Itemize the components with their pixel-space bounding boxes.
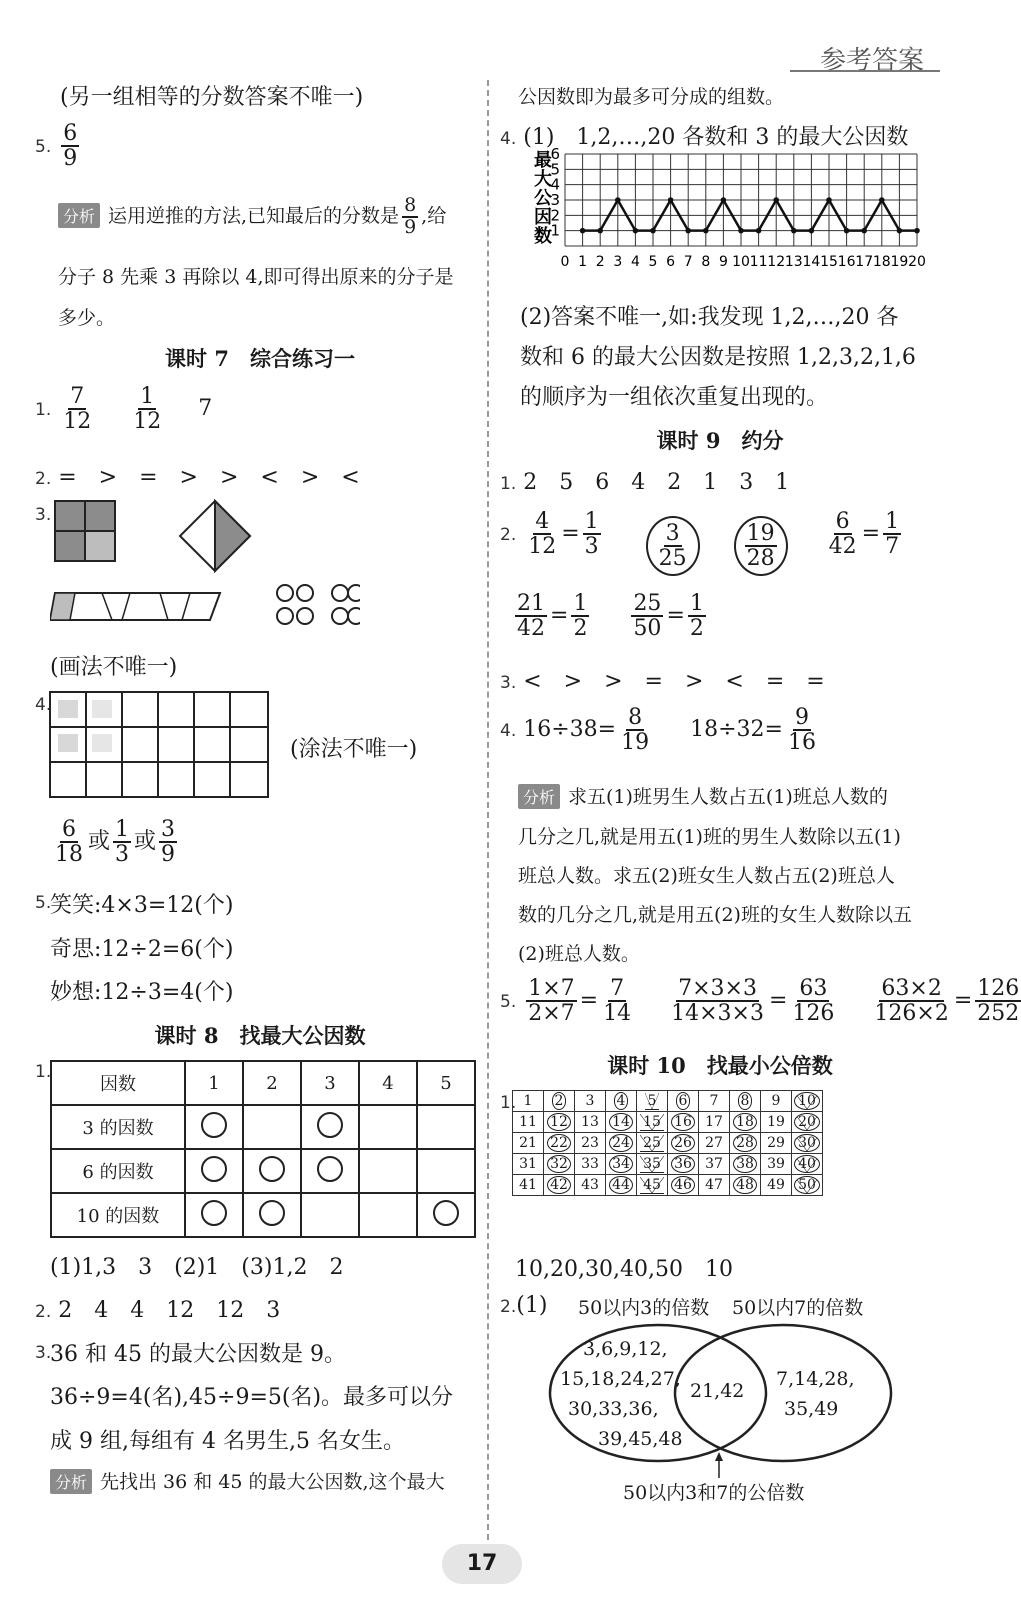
grid-cell — [730, 1133, 761, 1154]
circled-number: 8 — [738, 1092, 753, 1110]
l9-q5: 5. $\frac{1\times 7}{2\times 7}$ = $\frac{7}{14}$ $\frac{7\times 3\times 3}{14\times 3\times 3}$ = $\frac{63}{126}$ $\frac{63\times 2}{126\times 2}$ = $\frac{126}{252}$ — [500, 976, 1020, 1027]
grid-number: 39 — [767, 1156, 785, 1172]
circled-number: 42 — [547, 1176, 571, 1194]
grid-cell — [544, 1112, 575, 1133]
fraction: $\frac{4}{12}$ — [528, 509, 557, 560]
grid-cell — [637, 1154, 668, 1175]
data-point — [650, 228, 656, 234]
venn-bottom-label: 50以内3和7的公倍数 — [623, 1482, 805, 1504]
l7-q5-line1: 笑笑:4×3=12(个) — [50, 893, 234, 918]
grid-number: 3 — [585, 1093, 595, 1109]
grid-cell — [761, 1112, 792, 1133]
fraction: $\frac{126}{252}$ — [977, 976, 1020, 1027]
l9-q1: 1. 2 5 6 4 2 1 3 1 — [500, 470, 790, 495]
fraction: $\frac{19}{28}$ — [746, 521, 775, 572]
circle-mark — [317, 1112, 343, 1138]
grid-cell — [792, 1175, 823, 1196]
grid-cell — [792, 1091, 823, 1112]
fraction: $\frac{6}{18}$ — [55, 817, 83, 868]
y-axis-label-char: 公 — [534, 188, 552, 209]
analysis-block-2-line5: (2)班总人数。 — [518, 943, 640, 965]
l8-q3-line3: 成 9 组,每组有 4 名男生,5 名女生。 — [50, 1429, 405, 1454]
fraction: $\frac{25}{50}$ — [633, 591, 662, 642]
y-tick-label: 1 — [550, 221, 560, 240]
l7-q2: 2. = > = > > < > < — [35, 465, 360, 490]
circled-number: 44 — [609, 1176, 633, 1194]
analysis-badge: 分析 — [50, 1469, 92, 1494]
circle-mark — [317, 1156, 343, 1182]
circled-number: 26 — [671, 1134, 695, 1152]
circled-number: 4 — [614, 1092, 629, 1110]
grid-number: 17 — [705, 1114, 723, 1130]
grid-cell — [699, 1175, 730, 1196]
circled-number: 22 — [547, 1134, 571, 1152]
l9-q4: 4. 16÷38= $\frac{8}{19}$ 18÷32= $\frac{9}{16}$ — [500, 705, 816, 756]
grid-row — [513, 1175, 823, 1196]
grid-cell — [544, 1175, 575, 1196]
column-divider — [487, 80, 489, 1540]
grid-cell — [730, 1154, 761, 1175]
l7-q3-note: (画法不唯一) — [50, 655, 178, 680]
grid-cell — [761, 1154, 792, 1175]
fraction: $\frac{63\times 2}{126\times 2}$ — [874, 976, 949, 1027]
triangle-marked-number: 10 — [794, 1092, 820, 1110]
circle-mark — [259, 1200, 285, 1226]
l8-q3-line2: 36÷9=4(名),45÷9=5(名)。最多可以分 — [50, 1385, 454, 1410]
triangle-marked-number: 35 — [640, 1156, 664, 1173]
table-row: 6 的因数 — [51, 1149, 475, 1193]
venn-pointer-arrow — [715, 1452, 723, 1461]
venn-left-line2: 15,18,24,27, — [560, 1368, 681, 1390]
analysis-badge: 分析 — [518, 784, 560, 809]
triangle-marked-number: 30 — [794, 1134, 820, 1152]
data-point — [844, 228, 850, 234]
data-point — [809, 228, 815, 234]
grid-cell — [575, 1091, 606, 1112]
x-tick-label: 16 — [837, 254, 856, 270]
circled-number: 34 — [609, 1155, 633, 1173]
analysis-block-2-line2: 几分之几,就是用五(1)班的男生人数除以五(1) — [518, 826, 901, 848]
grid-cell — [544, 1133, 575, 1154]
grid-cell — [699, 1154, 730, 1175]
grid-row — [513, 1091, 823, 1112]
circled-number: 2 — [552, 1092, 567, 1110]
grid-number: 7 — [709, 1093, 719, 1109]
x-tick-label: 7 — [683, 254, 693, 270]
header-rule — [790, 70, 940, 72]
q4-part2-line1: (2)答案不唯一,如:我发现 1,2,…,20 各 — [520, 305, 899, 330]
lesson-10-title: 课时 10 找最小公倍数 — [607, 1053, 833, 1078]
y-axis-label-char: 因 — [534, 207, 552, 228]
triangle-marked-number: 50 — [794, 1176, 820, 1194]
grid-cell — [730, 1091, 761, 1112]
venn-left-line4: 39,45,48 — [598, 1428, 683, 1450]
q4-part1: 4. (1) 1,2,…,20 各数和 3 的最大公因数 — [500, 125, 909, 150]
grid-cell — [668, 1175, 699, 1196]
l7-q5-number: 5. — [35, 893, 52, 913]
grid-row — [513, 1154, 823, 1175]
circled-number: 14 — [609, 1113, 633, 1131]
x-tick-label: 8 — [701, 254, 711, 270]
venn-right-line2: 35,49 — [784, 1398, 839, 1420]
q4-part2-line3: 的顺序为一组依次重复出现的。 — [520, 385, 829, 410]
grid-cell — [792, 1112, 823, 1133]
square-shaded — [55, 501, 115, 561]
triangle-marked-number: 15 — [640, 1114, 664, 1131]
grid-number: 37 — [705, 1156, 723, 1172]
x-tick-label: 3 — [613, 254, 623, 270]
fraction: $\frac{9}{16}$ — [787, 705, 816, 756]
grid-number: 41 — [519, 1177, 537, 1193]
grid-cell — [792, 1133, 823, 1154]
data-point — [721, 197, 727, 203]
circled-fraction — [646, 516, 700, 576]
analysis-continuation: 公因数即为最多可分成的组数。 — [518, 86, 785, 108]
lesson-7-title: 课时 7 综合练习一 — [165, 346, 355, 371]
grid-cell — [668, 1133, 699, 1154]
y-tick-label: 4 — [550, 175, 560, 194]
data-point — [685, 228, 691, 234]
l9-q2-row1: 2. $\frac{4}{12}$ = $\frac{1}{3}$ $\frac{3}{25}$ $\frac{19}{28}$ $\frac{6}{42}$ = $\frac{1}{7}$ — [500, 510, 904, 576]
data-point — [597, 228, 603, 234]
circle-mark — [259, 1156, 285, 1182]
grid-number: 33 — [581, 1156, 599, 1172]
grid-cell — [761, 1091, 792, 1112]
x-tick-label: 4 — [630, 254, 640, 270]
grid-number: 9 — [771, 1093, 781, 1109]
venn-center: 21,42 — [690, 1380, 745, 1402]
y-tick-label: 2 — [550, 206, 560, 225]
grid-cell — [606, 1091, 637, 1112]
data-point — [773, 197, 779, 203]
grid-cell — [699, 1091, 730, 1112]
gcd-line-chart — [505, 148, 935, 290]
triangle-marked-number: 5 — [645, 1093, 660, 1110]
grid-cell — [668, 1112, 699, 1133]
x-tick-label: 2 — [595, 254, 605, 270]
l7-q5-line3: 妙想:12÷3=4(个) — [50, 980, 234, 1005]
circle-mark — [201, 1156, 227, 1182]
analysis-block-2-line3: 班总人数。求五(2)班女生人数占五(2)班总人 — [518, 865, 895, 887]
page-number: 17 — [442, 1544, 522, 1584]
grid-number: 27 — [705, 1135, 723, 1151]
fraction: $\frac{1}{2}$ — [689, 591, 704, 642]
fraction: $\frac{3}{25}$ — [658, 521, 687, 572]
circle-mark — [201, 1112, 227, 1138]
circled-number: 6 — [676, 1092, 691, 1110]
x-tick-label: 18 — [872, 254, 891, 270]
grid-cell — [544, 1091, 575, 1112]
l7-q3-shapes — [50, 498, 360, 638]
fraction: $\frac{6}{42}$ — [828, 509, 857, 560]
grid-cell — [637, 1175, 668, 1196]
parallelogram-strip — [50, 593, 220, 620]
l8-q1-number: 1. — [35, 1062, 52, 1082]
grid-number: 19 — [767, 1114, 785, 1130]
circled-number: 36 — [671, 1155, 695, 1173]
grid-cell — [761, 1175, 792, 1196]
fraction: $\frac{1}{12}$ — [133, 384, 162, 435]
fraction: $\frac{3}{9}$ — [161, 817, 176, 868]
analysis-1-line3: 多少。 — [58, 307, 116, 329]
circled-number: 28 — [733, 1134, 757, 1152]
x-tick-label: 20 — [908, 254, 926, 270]
grid-cell — [575, 1112, 606, 1133]
data-point — [861, 228, 867, 234]
fraction: $\frac{63}{126}$ — [792, 976, 835, 1027]
grid-cell — [637, 1133, 668, 1154]
fraction: $\frac{8}{19}$ — [621, 705, 650, 756]
data-point — [826, 197, 832, 203]
grid-cell — [668, 1154, 699, 1175]
y-axis-label-char: 最 — [534, 150, 552, 171]
grid-cell — [513, 1175, 544, 1196]
table-row: 3 的因数 — [51, 1105, 475, 1149]
x-tick-label: 10 — [732, 254, 750, 270]
l8-q3-line1: 36 和 45 的最大公因数是 9。 — [50, 1342, 346, 1367]
analysis-block-2-line1: 分析 求五(1)班男生人数占五(1)班总人数的 — [518, 782, 888, 809]
grid-row — [513, 1133, 823, 1154]
l8-q3-number: 3. — [35, 1343, 52, 1363]
circled-fraction — [734, 516, 788, 576]
data-point — [791, 228, 797, 234]
fraction: $\frac{21}{42}$ — [517, 591, 545, 642]
data-point — [615, 197, 621, 203]
triangle-marked-number: 40 — [794, 1155, 820, 1173]
data-point — [897, 228, 903, 234]
grid-cell — [606, 1112, 637, 1133]
l10-q1-number: 1. — [500, 1093, 517, 1113]
grid-number: 1 — [523, 1093, 533, 1109]
x-tick-label: 17 — [855, 254, 874, 270]
y-axis-label-char: 数 — [534, 226, 552, 247]
x-tick-label: 6 — [666, 254, 676, 270]
fraction: $\frac{7\times 3\times 3}{14\times 3\times 3}$ — [671, 976, 764, 1027]
grid-cell — [575, 1133, 606, 1154]
l10-q1-answer: 10,20,30,40,50 10 — [515, 1257, 733, 1282]
venn-left-label: 50以内3的倍数 — [578, 1297, 710, 1319]
grid-cell — [513, 1112, 544, 1133]
grid-cell — [637, 1091, 668, 1112]
analysis-block-2-line4: 数的几分之几,就是用五(2)班的女生人数除以五 — [518, 904, 912, 926]
lesson-8-title: 课时 8 找最大公因数 — [154, 1023, 366, 1048]
grid-number: 31 — [519, 1156, 537, 1172]
grid-cell — [575, 1175, 606, 1196]
fraction: $\frac{7}{14}$ — [603, 976, 632, 1027]
grid-cell — [606, 1154, 637, 1175]
grid-number: 29 — [767, 1135, 785, 1151]
x-tick-label: 13 — [784, 254, 803, 270]
y-tick-label: 6 — [550, 148, 560, 163]
circled-number: 38 — [733, 1155, 757, 1173]
fraction: $\frac{1\times 7}{2\times 7}$ — [528, 976, 575, 1027]
fraction: $\frac{1}{2}$ — [573, 591, 588, 642]
question-number: 5. — [35, 137, 52, 158]
grid-cell — [606, 1175, 637, 1196]
l7-q4-number: 4. — [35, 695, 52, 715]
triangle-marked-number: 45 — [640, 1177, 664, 1194]
grid-cell — [513, 1091, 544, 1112]
grid-number: 43 — [581, 1177, 599, 1193]
grid-cell — [699, 1133, 730, 1154]
x-tick-label: 0 — [560, 254, 570, 270]
venn-left-line3: 30,33,36, — [568, 1398, 659, 1420]
venn-right-label: 50以内7的倍数 — [732, 1297, 864, 1319]
analysis-1-line2: 分子 8 先乘 3 再除以 4,即可得出原来的分子是 — [58, 266, 454, 288]
grid-number: 49 — [767, 1177, 785, 1193]
circled-number: 18 — [733, 1113, 757, 1131]
data-point — [703, 228, 709, 234]
data-point — [633, 228, 639, 234]
circle-mark — [433, 1200, 459, 1226]
x-tick-label: 11 — [749, 254, 768, 270]
x-tick-label: 14 — [802, 254, 821, 270]
y-axis-label-char: 大 — [534, 169, 552, 190]
grid-cell — [513, 1133, 544, 1154]
table-header-row: 因数 1 2 3 4 5 — [51, 1061, 475, 1105]
factor-table — [50, 1060, 476, 1238]
l7-q1: 1. $\frac{7}{12}$ $\frac{1}{12}$ 7 — [35, 384, 213, 435]
l7-q4-grid — [48, 690, 273, 802]
grid-cell — [730, 1112, 761, 1133]
l8-q2: 2. 2 4 4 12 12 3 — [35, 1298, 281, 1323]
data-point — [580, 228, 586, 234]
venn-right-line1: 7,14,28, — [776, 1368, 855, 1390]
circle-mark — [201, 1200, 227, 1226]
l7-q4-fractions: $\frac{6}{18}$ 或 $\frac{1}{3}$ 或 $\frac{3}{9}$ — [55, 817, 176, 868]
circle-groups — [277, 585, 360, 624]
circled-number: 16 — [671, 1113, 695, 1131]
fraction: $\frac{1}{7}$ — [885, 509, 900, 560]
data-point — [756, 228, 762, 234]
triangle-marked-number: 20 — [794, 1113, 820, 1131]
x-tick-label: 12 — [767, 254, 786, 270]
venn-left-line1: 3,6,9,12, — [583, 1338, 668, 1360]
circled-number: 48 — [733, 1176, 757, 1194]
l8-q1-answer: (1)1,3 3 (2)1 (3)1,2 2 — [50, 1255, 344, 1280]
circled-number: 12 — [547, 1113, 571, 1131]
fraction: $\frac{6}{9}$ — [63, 121, 78, 172]
analysis-block-3: 分析 先找出 36 和 45 的最大公因数,这个最大 — [50, 1467, 445, 1494]
grid-cell — [761, 1133, 792, 1154]
lesson-9-title: 课时 9 约分 — [656, 428, 784, 453]
l10-q2-head: 2.(1) — [500, 1293, 548, 1318]
data-point — [668, 197, 674, 203]
header-title: 参考答案 — [820, 46, 925, 76]
grid-cell — [699, 1112, 730, 1133]
grid-number: 23 — [581, 1135, 599, 1151]
x-tick-label: 9 — [718, 254, 728, 270]
grid-cell — [792, 1154, 823, 1175]
grid-cell — [575, 1154, 606, 1175]
y-tick-label: 5 — [550, 160, 560, 179]
fraction: $\frac{8}{9}$ — [404, 194, 417, 238]
table-row: 10 的因数 — [51, 1193, 475, 1237]
x-tick-label: 15 — [820, 254, 838, 270]
grid-number: 47 — [705, 1177, 723, 1193]
triangle-marked-number: 25 — [640, 1135, 664, 1152]
grid-cell — [544, 1154, 575, 1175]
x-tick-label: 1 — [578, 254, 588, 270]
grid-cell — [637, 1112, 668, 1133]
data-point — [879, 197, 885, 203]
grid-cell — [668, 1091, 699, 1112]
l7-q3-number: 3. — [35, 505, 52, 525]
grid-cell — [730, 1175, 761, 1196]
x-tick-label: 19 — [890, 254, 909, 270]
l7-q4-note: (涂法不唯一) — [290, 737, 418, 762]
y-tick-label: 3 — [550, 191, 560, 209]
analysis-badge: 分析 — [58, 203, 100, 228]
data-point — [738, 228, 744, 234]
grid-row — [513, 1112, 823, 1133]
circled-number: 24 — [609, 1134, 633, 1152]
hundred-grid — [512, 1090, 823, 1196]
analysis-block-1: 分析 运用逆推的方法,已知最后的分数是 $\frac{8}{9}$ ,给 — [58, 196, 446, 238]
q5-answer — [35, 122, 82, 170]
circled-number: 46 — [671, 1176, 695, 1194]
fraction: $\frac{1}{3}$ — [584, 509, 599, 560]
fraction: $\frac{7}{12}$ — [63, 384, 92, 435]
grid-number: 21 — [519, 1135, 537, 1151]
l9-q3: 3. < > > = > < = = — [500, 669, 825, 694]
l9-q2-row2: $\frac{21}{42}$ = $\frac{1}{2}$ $\frac{25}{50}$ = $\frac{1}{2}$ — [517, 591, 704, 642]
fraction: $\frac{1}{3}$ — [115, 817, 130, 868]
l7-q5-line2: 奇思:12÷2=6(个) — [50, 937, 234, 962]
grid-number: 13 — [581, 1114, 599, 1130]
grid-number: 11 — [519, 1114, 537, 1130]
q4-part2-line2: 数和 6 的最大公因数是按照 1,2,3,2,1,6 — [520, 345, 916, 370]
diamond-half-shaded — [180, 501, 250, 571]
grid-cell — [513, 1154, 544, 1175]
circled-number: 32 — [547, 1155, 571, 1173]
x-tick-label: 5 — [648, 254, 658, 270]
note-answer-not-unique: (另一组相等的分数答案不唯一) — [60, 85, 364, 110]
grid-cell — [606, 1133, 637, 1154]
data-point — [914, 228, 920, 234]
